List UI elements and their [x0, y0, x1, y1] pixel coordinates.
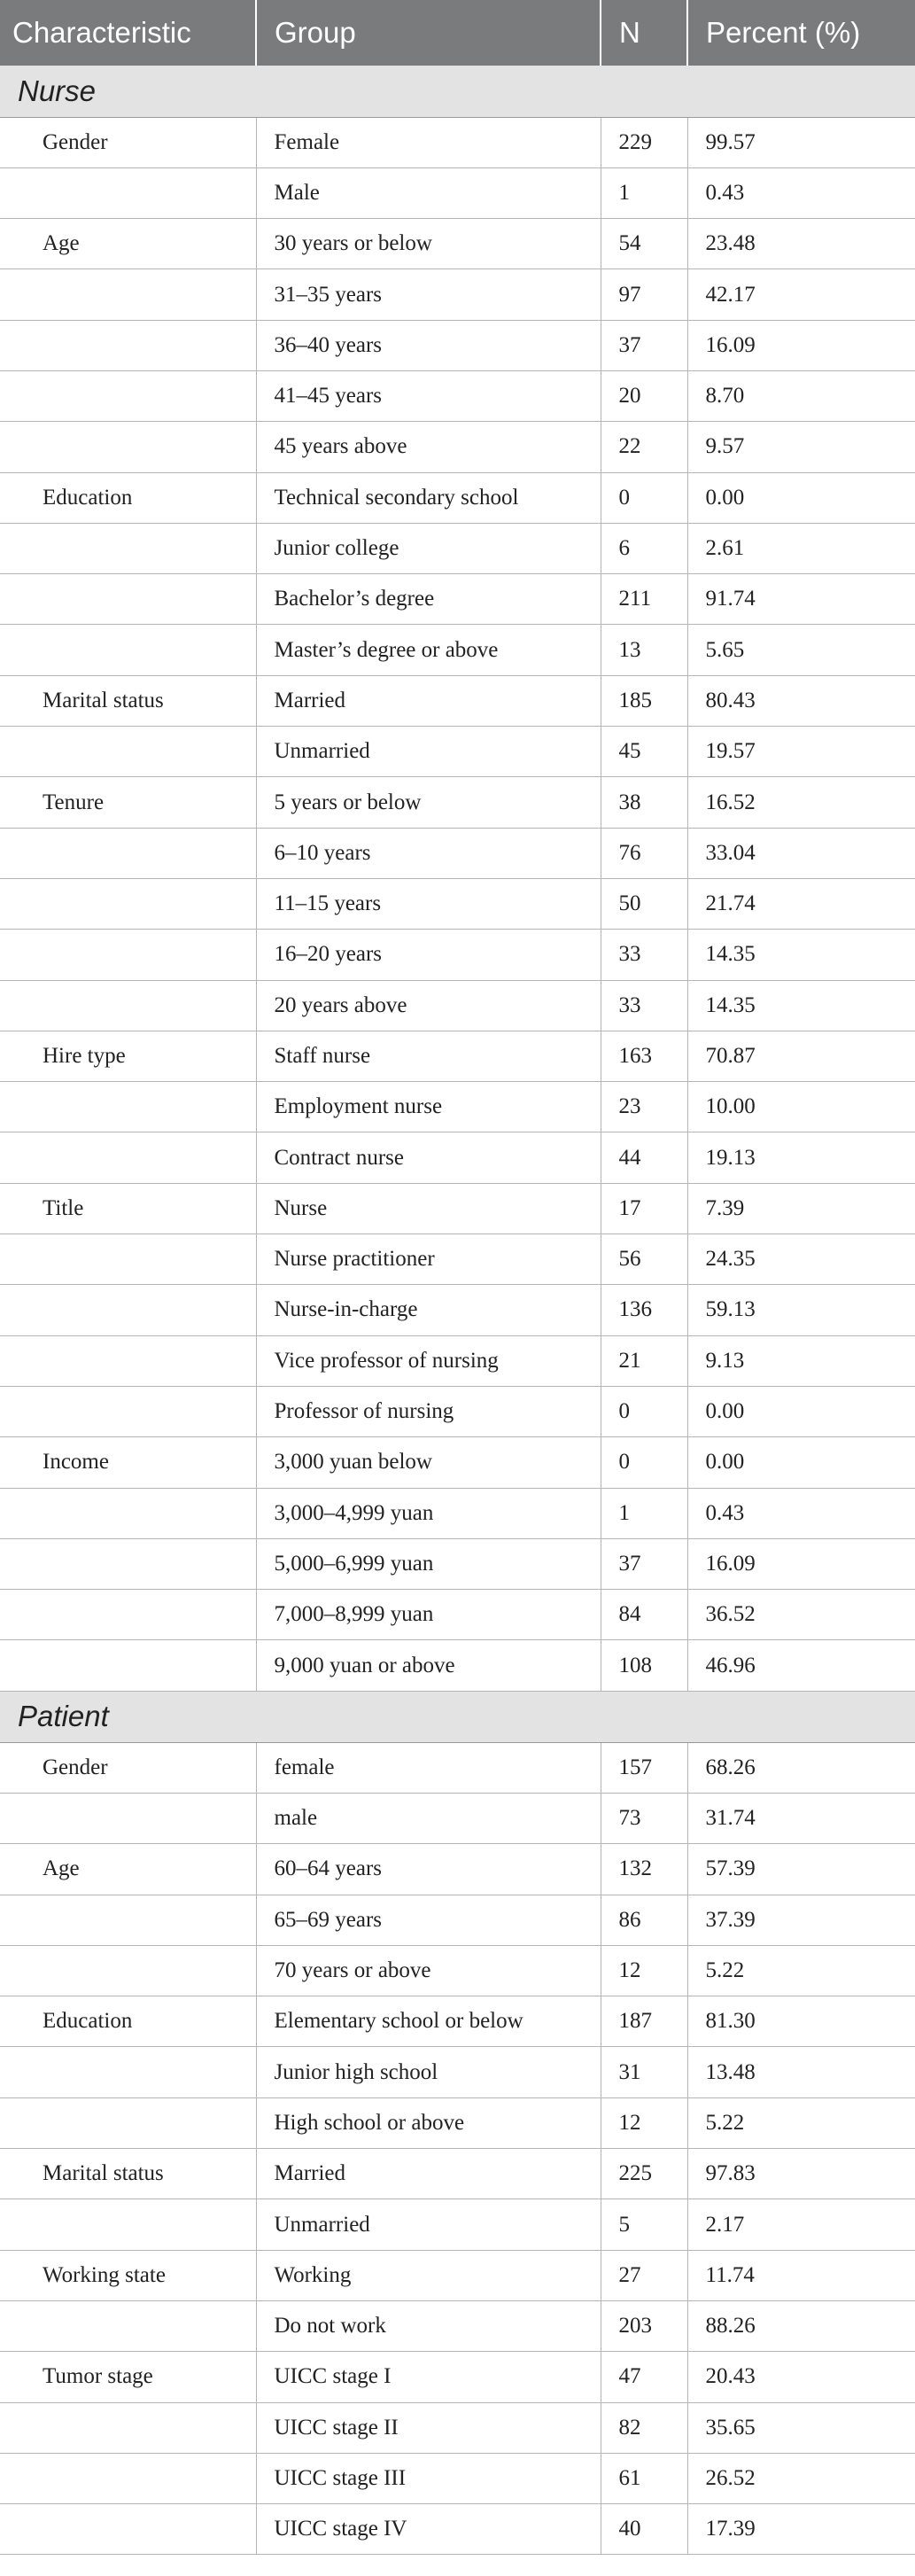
characteristic-cell: Age	[0, 219, 256, 269]
percent-cell: 9.13	[687, 1335, 915, 1386]
percent-cell: 36.52	[687, 1590, 915, 1640]
group-cell: 9,000 yuan or above	[256, 1640, 601, 1691]
group-cell: Staff nurse	[256, 1031, 601, 1081]
percent-cell: 81.30	[687, 1996, 915, 2047]
n-cell: 40	[601, 2504, 687, 2555]
table-row	[0, 1386, 915, 1436]
percent-cell: 2.17	[687, 2199, 915, 2250]
n-cell: 73	[601, 1794, 687, 1844]
characteristic-cell	[0, 1895, 256, 1945]
percent-cell: 11.74	[687, 2250, 915, 2300]
characteristic-cell: Gender	[0, 117, 256, 167]
group-cell: Married	[256, 675, 601, 726]
percent-cell: 0.00	[687, 472, 915, 523]
table-row	[0, 1082, 915, 1132]
n-cell: 136	[601, 1285, 687, 1335]
n-cell: 31	[601, 2047, 687, 2097]
table-row	[0, 1538, 915, 1589]
table-row	[0, 2352, 915, 2402]
section-title: Patient	[0, 1691, 915, 1742]
header-characteristic: Characteristic	[0, 0, 256, 66]
percent-cell: 16.52	[687, 777, 915, 828]
table-row	[0, 1945, 915, 1996]
n-cell: 0	[601, 1437, 687, 1488]
n-cell: 225	[601, 2149, 687, 2199]
characteristic-cell	[0, 980, 256, 1031]
table-row	[0, 1640, 915, 1691]
n-cell: 47	[601, 2352, 687, 2402]
characteristic-cell: Tenure	[0, 777, 256, 828]
characteristic-cell	[0, 1945, 256, 1996]
characteristic-cell	[0, 2453, 256, 2503]
group-cell: Technical secondary school	[256, 472, 601, 523]
percent-cell: 37.39	[687, 1895, 915, 1945]
table-row	[0, 320, 915, 370]
group-cell: Master’s degree or above	[256, 625, 601, 675]
characteristic-cell: Hire type	[0, 1031, 256, 1081]
n-cell: 108	[601, 1640, 687, 1691]
characteristic-cell	[0, 1132, 256, 1183]
characteristic-cell: Title	[0, 1183, 256, 1234]
n-cell: 50	[601, 878, 687, 929]
table-row	[0, 574, 915, 625]
characteristic-cell	[0, 370, 256, 421]
percent-cell: 17.39	[687, 2504, 915, 2555]
table-row	[0, 930, 915, 980]
table-row	[0, 2504, 915, 2555]
characteristic-cell	[0, 878, 256, 929]
n-cell: 13	[601, 625, 687, 675]
n-cell: 0	[601, 1386, 687, 1436]
table-row	[0, 1234, 915, 1285]
characteristic-cell	[0, 1082, 256, 1132]
characteristic-cell	[0, 2097, 256, 2148]
group-cell: Do not work	[256, 2300, 601, 2351]
table-row	[0, 1488, 915, 1538]
n-cell: 185	[601, 675, 687, 726]
characteristic-cell	[0, 828, 256, 878]
n-cell: 61	[601, 2453, 687, 2503]
table-row	[0, 167, 915, 218]
group-cell: Unmarried	[256, 727, 601, 777]
characteristic-cell	[0, 727, 256, 777]
group-cell: 36–40 years	[256, 320, 601, 370]
n-cell: 1	[601, 1488, 687, 1538]
n-cell: 203	[601, 2300, 687, 2351]
table-row	[0, 1132, 915, 1183]
percent-cell: 59.13	[687, 1285, 915, 1335]
group-cell: Bachelor’s degree	[256, 574, 601, 625]
characteristic-cell	[0, 2199, 256, 2250]
table-row	[0, 2047, 915, 2097]
characteristic-cell	[0, 523, 256, 573]
table-row	[0, 727, 915, 777]
n-cell: 20	[601, 370, 687, 421]
n-cell: 12	[601, 2097, 687, 2148]
table-row	[0, 625, 915, 675]
group-cell: 41–45 years	[256, 370, 601, 421]
percent-cell: 42.17	[687, 269, 915, 320]
characteristic-cell	[0, 1590, 256, 1640]
table-row	[0, 1895, 915, 1945]
percent-cell: 10.00	[687, 1082, 915, 1132]
percent-cell: 0.43	[687, 167, 915, 218]
n-cell: 84	[601, 1590, 687, 1640]
n-cell: 37	[601, 1538, 687, 1589]
percent-cell: 8.70	[687, 370, 915, 421]
group-cell: male	[256, 1794, 601, 1844]
n-cell: 17	[601, 1183, 687, 1234]
table-row	[0, 1996, 915, 2047]
group-cell: Professor of nursing	[256, 1386, 601, 1436]
characteristic-cell	[0, 1488, 256, 1538]
characteristic-cell	[0, 930, 256, 980]
table-row	[0, 1335, 915, 1386]
percent-cell: 7.39	[687, 1183, 915, 1234]
characteristic-cell: Marital status	[0, 2149, 256, 2199]
group-cell: 3,000 yuan below	[256, 1437, 601, 1488]
group-cell: Married	[256, 2149, 601, 2199]
characteristic-cell: Marital status	[0, 675, 256, 726]
table-body	[0, 66, 915, 2555]
section-row-patient	[0, 1691, 915, 1742]
percent-cell: 5.22	[687, 1945, 915, 1996]
n-cell: 54	[601, 219, 687, 269]
table-row	[0, 370, 915, 421]
group-cell: 65–69 years	[256, 1895, 601, 1945]
percent-cell: 97.83	[687, 2149, 915, 2199]
table-row	[0, 2453, 915, 2503]
table-row	[0, 1031, 915, 1081]
n-cell: 5	[601, 2199, 687, 2250]
table-row	[0, 2250, 915, 2300]
header-group: Group	[256, 0, 601, 66]
percent-cell: 13.48	[687, 2047, 915, 2097]
table-row	[0, 1794, 915, 1844]
characteristic-cell: Age	[0, 1844, 256, 1895]
table-row	[0, 269, 915, 320]
n-cell: 157	[601, 1742, 687, 1793]
table-row	[0, 2149, 915, 2199]
table-row	[0, 523, 915, 573]
n-cell: 0	[601, 472, 687, 523]
group-cell: Female	[256, 117, 601, 167]
percent-cell: 70.87	[687, 1031, 915, 1081]
n-cell: 21	[601, 1335, 687, 1386]
percent-cell: 20.43	[687, 2352, 915, 2402]
table-row	[0, 2097, 915, 2148]
table-header	[0, 0, 915, 66]
group-cell: 30 years or below	[256, 219, 601, 269]
characteristic-cell	[0, 1285, 256, 1335]
characteristic-cell	[0, 2047, 256, 2097]
characteristic-cell	[0, 269, 256, 320]
table-row	[0, 472, 915, 523]
characteristic-cell: Education	[0, 472, 256, 523]
n-cell: 211	[601, 574, 687, 625]
table-row	[0, 219, 915, 269]
n-cell: 132	[601, 1844, 687, 1895]
group-cell: 3,000–4,999 yuan	[256, 1488, 601, 1538]
percent-cell: 19.57	[687, 727, 915, 777]
table-row	[0, 422, 915, 472]
percent-cell: 5.65	[687, 625, 915, 675]
group-cell: Junior high school	[256, 2047, 601, 2097]
percent-cell: 9.57	[687, 422, 915, 472]
table-row	[0, 878, 915, 929]
table-row	[0, 2300, 915, 2351]
characteristic-cell	[0, 422, 256, 472]
characteristic-cell	[0, 1386, 256, 1436]
percent-cell: 0.00	[687, 1386, 915, 1436]
n-cell: 6	[601, 523, 687, 573]
n-cell: 27	[601, 2250, 687, 2300]
group-cell: 20 years above	[256, 980, 601, 1031]
table-row	[0, 2199, 915, 2250]
characteristic-cell	[0, 1794, 256, 1844]
n-cell: 82	[601, 2402, 687, 2453]
group-cell: Nurse practitioner	[256, 1234, 601, 1285]
group-cell: 5,000–6,999 yuan	[256, 1538, 601, 1589]
group-cell: UICC stage III	[256, 2453, 601, 2503]
n-cell: 229	[601, 117, 687, 167]
group-cell: Contract nurse	[256, 1132, 601, 1183]
table-row	[0, 777, 915, 828]
table-row	[0, 1183, 915, 1234]
n-cell: 187	[601, 1996, 687, 2047]
group-cell: Working	[256, 2250, 601, 2300]
characteristic-cell	[0, 320, 256, 370]
group-cell: 6–10 years	[256, 828, 601, 878]
percent-cell: 2.61	[687, 523, 915, 573]
percent-cell: 68.26	[687, 1742, 915, 1793]
percent-cell: 57.39	[687, 1844, 915, 1895]
n-cell: 23	[601, 1082, 687, 1132]
group-cell: Elementary school or below	[256, 1996, 601, 2047]
percent-cell: 16.09	[687, 1538, 915, 1589]
group-cell: 60–64 years	[256, 1844, 601, 1895]
n-cell: 22	[601, 422, 687, 472]
n-cell: 56	[601, 1234, 687, 1285]
characteristic-cell: Income	[0, 1437, 256, 1488]
characteristic-cell	[0, 2504, 256, 2555]
percent-cell: 14.35	[687, 930, 915, 980]
table-row	[0, 1742, 915, 1793]
table-row	[0, 828, 915, 878]
header-row	[0, 0, 915, 66]
section-row-nurse	[0, 66, 915, 117]
group-cell: UICC stage II	[256, 2402, 601, 2453]
percent-cell: 5.22	[687, 2097, 915, 2148]
percent-cell: 0.00	[687, 1437, 915, 1488]
group-cell: Vice professor of nursing	[256, 1335, 601, 1386]
group-cell: 7,000–8,999 yuan	[256, 1590, 601, 1640]
percent-cell: 99.57	[687, 117, 915, 167]
percent-cell: 14.35	[687, 980, 915, 1031]
percent-cell: 23.48	[687, 219, 915, 269]
group-cell: Junior college	[256, 523, 601, 573]
percent-cell: 88.26	[687, 2300, 915, 2351]
percent-cell: 31.74	[687, 1794, 915, 1844]
table-row	[0, 1437, 915, 1488]
characteristic-cell	[0, 1234, 256, 1285]
n-cell: 76	[601, 828, 687, 878]
percent-cell: 46.96	[687, 1640, 915, 1691]
group-cell: UICC stage I	[256, 2352, 601, 2402]
group-cell: Employment nurse	[256, 1082, 601, 1132]
characteristic-cell: Tumor stage	[0, 2352, 256, 2402]
group-cell: 16–20 years	[256, 930, 601, 980]
section-title: Nurse	[0, 66, 915, 117]
n-cell: 163	[601, 1031, 687, 1081]
group-cell: 5 years or below	[256, 777, 601, 828]
characteristic-cell	[0, 574, 256, 625]
characteristic-cell	[0, 625, 256, 675]
percent-cell: 19.13	[687, 1132, 915, 1183]
characteristic-cell	[0, 2300, 256, 2351]
n-cell: 97	[601, 269, 687, 320]
percent-cell: 16.09	[687, 320, 915, 370]
table-row	[0, 1590, 915, 1640]
characteristic-cell	[0, 1335, 256, 1386]
group-cell: Male	[256, 167, 601, 218]
percent-cell: 0.43	[687, 1488, 915, 1538]
percent-cell: 21.74	[687, 878, 915, 929]
percent-cell: 91.74	[687, 574, 915, 625]
table-row	[0, 1285, 915, 1335]
n-cell: 1	[601, 167, 687, 218]
table-row	[0, 2402, 915, 2453]
n-cell: 44	[601, 1132, 687, 1183]
percent-cell: 35.65	[687, 2402, 915, 2453]
group-cell: 11–15 years	[256, 878, 601, 929]
percent-cell: 24.35	[687, 1234, 915, 1285]
table-row	[0, 675, 915, 726]
percent-cell: 80.43	[687, 675, 915, 726]
table-row	[0, 1844, 915, 1895]
characteristic-cell: Working state	[0, 2250, 256, 2300]
group-cell: 70 years or above	[256, 1945, 601, 1996]
percent-cell: 26.52	[687, 2453, 915, 2503]
group-cell: Nurse-in-charge	[256, 1285, 601, 1335]
characteristic-cell	[0, 167, 256, 218]
header-percent: Percent (%)	[687, 0, 915, 66]
n-cell: 38	[601, 777, 687, 828]
group-cell: Nurse	[256, 1183, 601, 1234]
group-cell: 31–35 years	[256, 269, 601, 320]
group-cell: Unmarried	[256, 2199, 601, 2250]
n-cell: 12	[601, 1945, 687, 1996]
characteristic-cell	[0, 2402, 256, 2453]
n-cell: 37	[601, 320, 687, 370]
n-cell: 33	[601, 980, 687, 1031]
n-cell: 33	[601, 930, 687, 980]
n-cell: 45	[601, 727, 687, 777]
header-n: N	[601, 0, 687, 66]
characteristic-cell: Education	[0, 1996, 256, 2047]
characteristic-cell	[0, 1538, 256, 1589]
characteristic-cell	[0, 1640, 256, 1691]
group-cell: female	[256, 1742, 601, 1793]
characteristic-cell: Gender	[0, 1742, 256, 1793]
table-row	[0, 117, 915, 167]
table-row	[0, 980, 915, 1031]
n-cell: 86	[601, 1895, 687, 1945]
group-cell: UICC stage IV	[256, 2504, 601, 2555]
percent-cell: 33.04	[687, 828, 915, 878]
group-cell: 45 years above	[256, 422, 601, 472]
group-cell: High school or above	[256, 2097, 601, 2148]
